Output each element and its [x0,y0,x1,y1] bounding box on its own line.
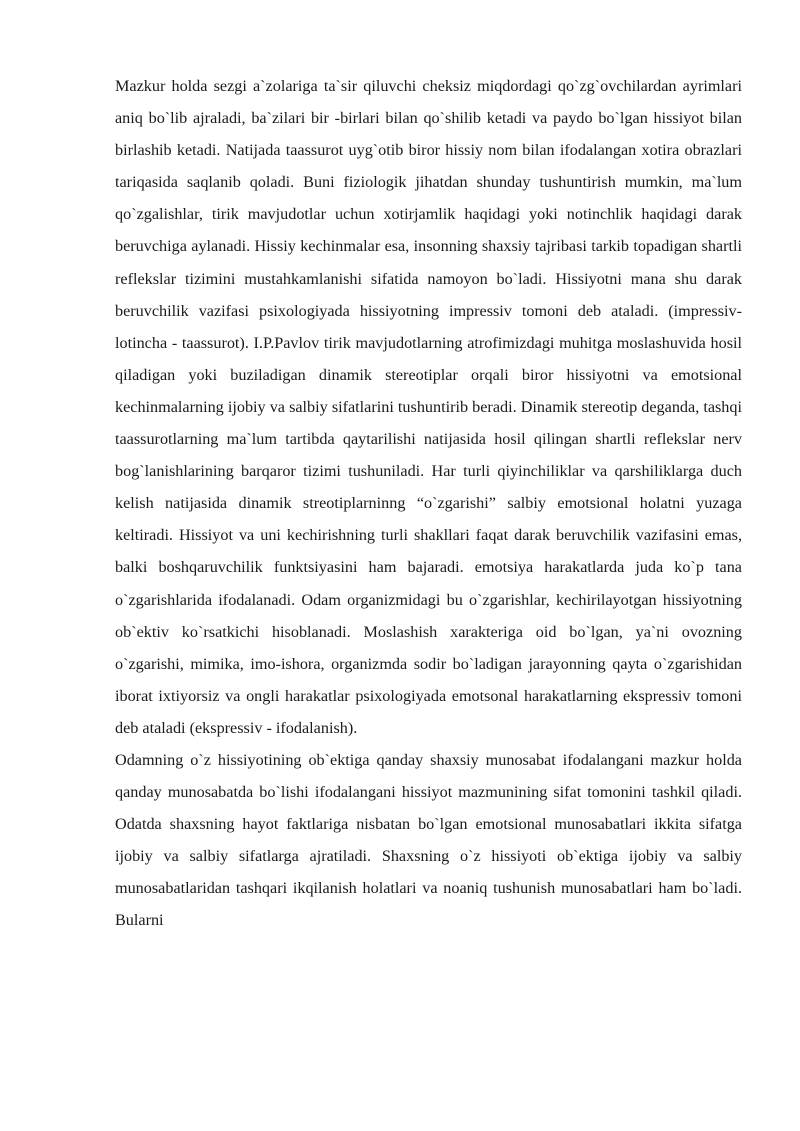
body-paragraph-1: Mazkur holda sezgi a`zolariga ta`sir qiluvchi cheksiz miqdordagi qo`zg`ovchilardan ayrimlari aniq bo`lib ajraladi, ba`zilari bir -birlari bilan qo`shilib ketadi va paydo bo`lgan hissiyot bilan birlashib ketadi. Natijada taassurot uyg`otib biror hissiy nom bilan ifodalangan xotira obrazlari tariqasida saqlanib qoladi. Buni fiziologik jihatdan shunday tushuntirish mumkin, ma`lum qo`zgalishlar, tirik mavjudotlar uchun xotirjamlik haqidagi yoki notinchlik haqidagi darak beruvchiga aylanadi. Hissiy kechinmalar esa, insonning shaxsiy tajribasi tarkib topadigan shartli reflekslar tizimini mustahkamlanishi sifatida namoyon bo`ladi. Hissiyotni mana shu darak beruvchilik vazifasi psixologiyada hissiyotning impressiv tomoni deb ataladi. (impressiv-lotincha - taassurot). I.P.Pavlov tirik mavjudotlarning atrofimizdagi muhitga moslashuvida hosil qiladigan yoki buziladigan dinamik stereotiplar orqali biror hissiyotni va emotsional kechinmalarning ijobiy va salbiy sifatlarini tushuntirib beradi. Dinamik stereotip deganda, tashqi taassurotlarning ma`lum tartibda qaytarilishi natijasida hosil qilingan shartli reflekslar nerv bog`lanishlarining barqaror tizimi tushuniladi. Har turli qiyinchiliklar va qarshiliklarga duch kelish natijasida dinamik streotiplarninng “o`zgarishi” salbiy emotsional holatni yuzaga keltiradi. Hissiyot va uni kechirishning turli shakllari faqat darak beruvchilik vazifasini emas, balki boshqaruvchilik funktsiyasini ham bajaradi. emotsiya harakatlarda juda ko`p tana o`zgarishlarida ifodalanadi. Odam organizmidagi bu o`zgarishlar, kechirilayotgan hissiyotning ob`ektiv ko`rsatkichi hisoblanadi. Moslashish xarakteriga oid bo`lgan, ya`ni ovozning o`zgarishi, mimika, imo-ishora, organizmda sodir bo`ladigan jarayonning qayta o`zgarishidan iborat ixtiyorsiz va ongli harakatlar psixologiyada emotsonal harakatlarning ekspressiv tomoni deb ataladi (ekspressiv - ifodalanish). [115,77,742,737]
document-page [115,70,742,937]
body-paragraph-2: Odamning o`z hissiyotining ob`ektiga qanday shaxsiy munosabat ifodalangani mazkur holda qanday munosabatda bo`lishi ifodalangani hissiyot mazmunining sifat tomonini tashkil qiladi. Odatda shaxsning hayot faktlariga nisbatan bo`lgan emotsional munosabatlari ikkita sifatga ijobiy va salbiy sifatlarga ajratiladi. Shaxsning o`z hissiyoti ob`ektiga ijobiy va salbiy munosabatlaridan tashqari ikqilanish holatlari va noaniq tushunish munosabatlari ham bo`ladi. Bularni [115,750,742,930]
